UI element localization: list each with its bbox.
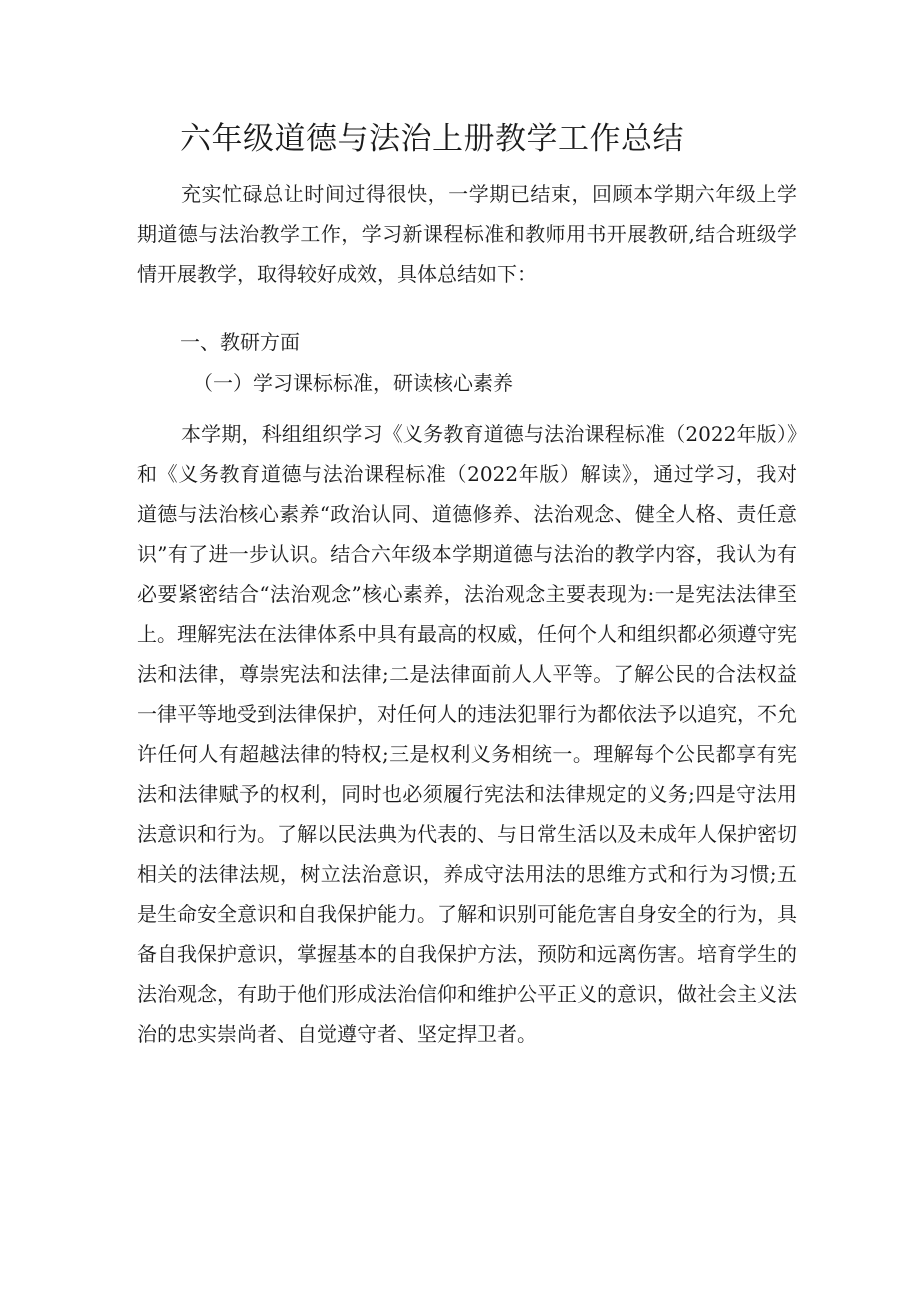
section-heading: 一、教研方面 (180, 330, 300, 354)
document-title: 六年级道德与法治上册教学工作总结 (180, 121, 684, 157)
intro-paragraph: 充实忙碌总让时间过得很快，一学期已结束，回顾本学期六年级上学期道德与法治教学工作，学习新课程标准和教师用书开展教研,结合班级学情开展教学，取得较好成效，具体总结如下： (137, 182, 797, 286)
body-paragraph: 本学期，科组组织学习《义务教育道德与法治课程标准（2022年版）》和《义务教育道德与法治课程标准（2022年版）解读》，通过学习，我对道德与法治核心素养“政治认同、道德修养、法治观念、健全人格、责任意识”有了进一步认识。结合六年级本学期道德与法治的教学内容，我认为有必要紧密结合“法治观念”核心素养，法治观念主要表现为:一是宪法法律至上。理解宪法在法律体系中具有最高的权威，任何个人和组织都必须遵守宪法和法律，尊崇宪法和法律;二是法律面前人人平等。了解公民的合法权益一律平等地受到法律保护，对任何人的违法犯罪行为都依法予以追究，不允许任何人有超越法律的特权;三是权利义务相统一。理解每个公民都享有宪法和法律赋予的权利，同时也必须履行宪法和法律规定的义务;四是守法用法意识和行为。了解以民法典为代表的、与日常生活以及未成年人保护密切相关的法律法规，树立法治意识，养成守法用法的思维方式和行为习惯;五是生命安全意识和自我保护能力。了解和识别可能危害自身安全的行为，具备自我保护意识，掌握基本的自我保护方法，预防和远离伤害。培育学生的法治观念，有助于他们形成法治信仰和维护公平正义的意识，做社会主义法治的忠实崇尚者、自觉遵守者、坚定捍卫者。 (137, 422, 797, 1046)
subsection-heading: （一）学习课标标准，研读核心素养 (193, 371, 513, 395)
